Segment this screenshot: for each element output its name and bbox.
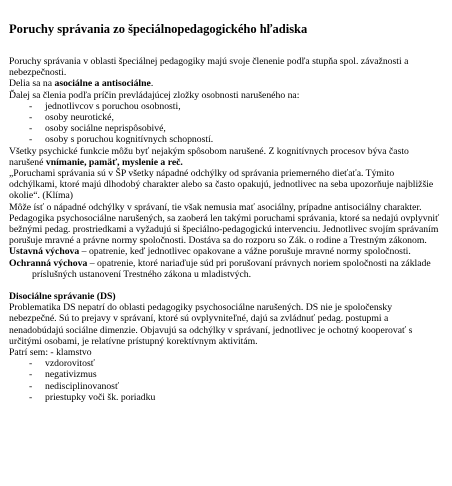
- paragraph-division: [9, 78, 442, 89]
- paragraph-institutional: [9, 246, 442, 257]
- list-item: - osoby s poruchou kognitívnych schopností.: [9, 134, 442, 145]
- psychic-bold: vnímanie, pamäť, myslenie a reč.: [45, 156, 183, 168]
- paragraph-quote: „Poruchami správania sú v ŠP všetky nápadné odchýlky od správania priemerného dieťaťa. Týmito odchýlkami, ktoré majú dlhodobý charakter alebo sa často opakujú, jednotlivec na seba upozorňuje najbližšie okolie“. (Klíma): [9, 168, 434, 202]
- division-bold: asociálne a antisociálne: [54, 78, 151, 90]
- list-item: - osoby sociálne neprispôsobivé,: [9, 123, 442, 134]
- section-heading: Disociálne správanie (DS): [9, 291, 116, 303]
- list-item: - priestupky voči šk. poriadku: [9, 392, 442, 403]
- document-body: [9, 56, 442, 403]
- psychic-text: Všetky psychické funkcie môžu byť nejakým spôsobom narušené. Z kognitívnych procesov býva často narušené: [9, 145, 409, 168]
- list-item: - vzdorovitosť: [9, 358, 442, 369]
- paragraph-psychic-functions: [9, 146, 442, 168]
- paragraph-protective: [9, 258, 442, 280]
- list-item: - nedisciplinovanosť: [9, 381, 442, 392]
- paragraph-classification: Ďalej sa členia podľa príčin prevládajúcej zložky osobnosti narušeného na:: [9, 89, 300, 101]
- paragraph-deviations: Môže ísť o nápadné odchýlky v správaní, tie však nemusia mať asociálny, prípadne antisociálny charakter. Pedagogika psychosociálne narušených, sa zaoberá len takými poruchami správania, ktoré sa nedajú ovplyvniť bežnými pedag. prostriedkami a vyžadujú si špeciálno-pedagogickú intervenciu. Jednotlivec svojím správaním porušuje mravné a právne normy spoločnosti. Dostáva sa do rozporu so Zák. o rodine a Trestným zákonom.: [9, 201, 440, 247]
- institutional-definition: – opatrenie, keď jednotlivec opakovane a vážne porušuje mravné normy spoločnosti.: [79, 246, 411, 258]
- division-suffix: .: [150, 78, 154, 90]
- institutional-term: Ustavná výchova: [9, 246, 80, 258]
- list-item: - osoby neurotické,: [9, 112, 442, 123]
- document-title: Poruchy správania zo špeciálnopedagogického hľadiska: [9, 22, 308, 36]
- paragraph-includes: Patrí sem: - klamstvo: [9, 347, 92, 359]
- includes-list: [9, 358, 442, 403]
- classification-list: [9, 101, 442, 146]
- spacer: [9, 280, 442, 291]
- protective-term: Ochranná výchova: [9, 257, 88, 269]
- list-item: - negativizmus: [9, 369, 442, 380]
- list-item: - jednotlivcov s poruchou osobnosti,: [9, 101, 442, 112]
- protective-definition: – opatrenie, ktoré nariaďuje súd pri porušovaní právnych noriem spoločnosti na základe príslušných ustanovení Trestného zákona u mladistvých.: [32, 257, 431, 280]
- paragraph-intro: Poruchy správania v oblasti špeciálnej pedagogiky majú svoje členenie podľa stupňa spol. závažnosti a nebezpečnosti.: [9, 56, 409, 79]
- paragraph-dissocial: Problematika DS nepatrí do oblasti pedagogiky psychosociálne narušených. DS nie je spoločensky nebezpečné. Sú to prejavy v správaní, ktoré sú ovplyvniteľné, dajú sa zvládnuť pedag. postupmi a nenadobúdajú sociálne dimenzie. Objavujú sa odchýlky v správaní, jednotlivec je ochotný kooperovať s určitými osobami, je relatívne prístupný korektívnym aktivitám.: [9, 302, 413, 347]
- division-prefix: Delia sa na: [9, 78, 55, 90]
